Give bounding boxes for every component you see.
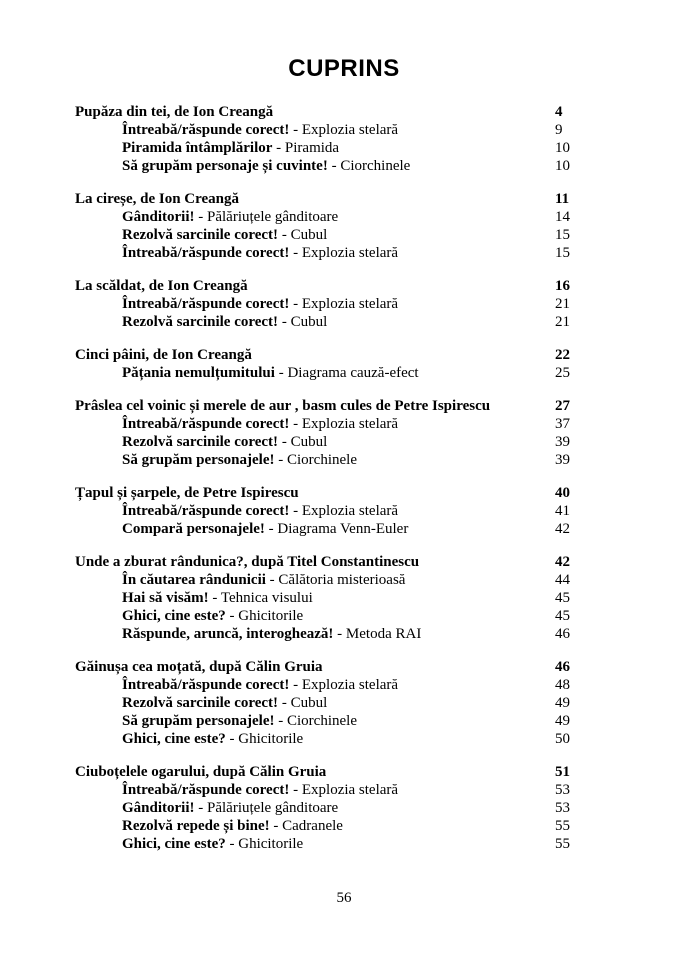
- item-method-label: Călătoria misterioasă: [278, 572, 406, 588]
- item-activity-label: Hai să visăm!: [122, 590, 209, 606]
- toc-section-heading: [75, 346, 688, 364]
- item-activity-label: În căutarea rândunicii: [122, 572, 266, 588]
- toc-item: [75, 415, 688, 433]
- item-separator: -: [289, 296, 302, 312]
- section-page-number: 51: [555, 764, 570, 780]
- item-page-number: 42: [555, 521, 570, 537]
- toc-section-heading: [75, 103, 688, 121]
- toc-item-text: [75, 244, 555, 262]
- toc-item: [75, 781, 688, 799]
- toc-section: [75, 484, 688, 538]
- toc-section-heading: [75, 553, 688, 571]
- item-separator: -: [274, 452, 287, 468]
- toc-item: [75, 676, 688, 694]
- item-page-number: 45: [555, 590, 570, 606]
- toc-item: [75, 730, 688, 748]
- item-separator: -: [289, 245, 302, 261]
- toc-item-text: [75, 520, 555, 538]
- item-method-label: Ciorchinele: [287, 452, 357, 468]
- item-activity-label: Răspunde, aruncă, interoghează!: [122, 626, 334, 642]
- toc-item: [75, 226, 688, 244]
- toc-item-text: [75, 295, 555, 313]
- toc-item-text: [75, 817, 555, 835]
- toc-item-text: [75, 799, 555, 817]
- toc-item-text: [75, 607, 555, 625]
- item-separator: -: [194, 209, 208, 225]
- item-method-label: Cubul: [290, 695, 328, 711]
- footer-page-number: 56: [336, 890, 352, 906]
- toc-item: [75, 121, 688, 139]
- toc-list: [75, 103, 688, 853]
- toc-section-heading: [75, 484, 688, 502]
- item-page-number: 41: [555, 503, 570, 519]
- item-activity-label: Piramida întâmplărilor: [122, 140, 273, 156]
- toc-section: [75, 763, 688, 853]
- item-method-label: Metoda RAI: [345, 626, 422, 642]
- item-method-label: Explozia stelară: [301, 677, 399, 693]
- toc-item-text: [75, 451, 555, 469]
- item-activity-label: Să grupăm personajele!: [122, 713, 275, 729]
- item-page-number: 9: [555, 122, 563, 138]
- item-separator: -: [208, 590, 221, 606]
- item-page-number: 10: [555, 158, 570, 174]
- item-activity-label: Ghici, cine este?: [122, 836, 226, 852]
- toc-item: [75, 433, 688, 451]
- section-page-number: 27: [555, 398, 570, 414]
- item-activity-label: Rezolvă sarcinile corect!: [122, 227, 279, 243]
- toc-section: [75, 103, 688, 175]
- item-method-label: Ciorchinele: [340, 158, 411, 174]
- item-method-label: Diagrama Venn-Euler: [277, 521, 409, 537]
- toc-section: [75, 553, 688, 643]
- toc-section: [75, 658, 688, 748]
- item-method-label: Cubul: [290, 227, 328, 243]
- item-page-number: 45: [555, 608, 570, 624]
- toc-item: [75, 712, 688, 730]
- item-activity-label: Întreabă/răspunde corect!: [122, 245, 290, 261]
- toc-item: [75, 625, 688, 643]
- toc-section-heading: [75, 397, 688, 415]
- item-separator: -: [289, 416, 302, 432]
- section-title: La scăldat, de Ion Creangă: [75, 278, 248, 294]
- toc-item-text: [75, 313, 555, 331]
- section-title: Prâslea cel voinic și merele de aur , basm cules de Petre Ispirescu: [75, 398, 491, 414]
- toc-item: [75, 607, 688, 625]
- item-activity-label: Întreabă/răspunde corect!: [122, 782, 290, 798]
- item-activity-label: Pățania nemulțumitului: [122, 365, 275, 381]
- item-page-number: 44: [555, 572, 570, 588]
- item-page-number: 15: [555, 245, 570, 261]
- toc-item-text: [75, 139, 555, 157]
- section-title: Cinci pâini, de Ion Creangă: [75, 347, 252, 363]
- item-separator: -: [225, 836, 239, 852]
- item-page-number: 39: [555, 452, 570, 468]
- item-method-label: Explozia stelară: [301, 122, 399, 138]
- toc-section: [75, 397, 688, 469]
- toc-section: [75, 346, 688, 382]
- item-separator: -: [333, 626, 346, 642]
- toc-item-text: [75, 121, 555, 139]
- section-title: Unde a zburat rândunica?, după Titel Constantinescu: [75, 554, 420, 570]
- section-title: Ciuboțelele ogarului, după Călin Gruia: [75, 764, 327, 780]
- section-page-number: 4: [555, 104, 563, 120]
- item-page-number: 21: [555, 314, 570, 330]
- item-activity-label: Rezolvă sarcinile corect!: [122, 314, 279, 330]
- item-page-number: 48: [555, 677, 570, 693]
- toc-section-heading: [75, 190, 688, 208]
- item-separator: -: [269, 818, 283, 834]
- item-page-number: 53: [555, 800, 570, 816]
- toc-section: [75, 277, 688, 331]
- toc-item-text: [75, 208, 555, 226]
- item-separator: -: [225, 608, 239, 624]
- toc-item-text: [75, 712, 555, 730]
- item-method-label: Tehnica visului: [220, 590, 313, 606]
- item-separator: -: [274, 365, 288, 381]
- toc-item-text: [75, 502, 555, 520]
- toc-item-text: [75, 625, 555, 643]
- section-page-number: 16: [555, 278, 570, 294]
- item-separator: -: [289, 122, 302, 138]
- toc-item: [75, 817, 688, 835]
- toc-item-text: [75, 226, 555, 244]
- toc-item-text: [75, 781, 555, 799]
- toc-item: [75, 244, 688, 262]
- section-page-number: 46: [555, 659, 570, 675]
- item-page-number: 49: [555, 713, 570, 729]
- item-activity-label: Întreabă/răspunde corect!: [122, 677, 290, 693]
- toc-item-text: [75, 694, 555, 712]
- item-method-label: Cubul: [290, 434, 328, 450]
- item-method-label: Explozia stelară: [301, 296, 399, 312]
- item-page-number: 53: [555, 782, 570, 798]
- item-method-label: Diagrama cauză-efect: [287, 365, 419, 381]
- toc-item: [75, 364, 688, 382]
- item-separator: -: [264, 521, 278, 537]
- toc-item: [75, 313, 688, 331]
- section-title: La cireșe, de Ion Creangă: [75, 191, 240, 207]
- toc-section-heading: [75, 763, 688, 781]
- toc-item: [75, 502, 688, 520]
- item-separator: -: [272, 140, 285, 156]
- item-method-label: Pălăriuțele gânditoare: [207, 800, 339, 816]
- item-page-number: 46: [555, 626, 570, 642]
- page-title: CUPRINS: [288, 55, 400, 82]
- toc-item: [75, 571, 688, 589]
- item-activity-label: Ghici, cine este?: [122, 608, 226, 624]
- toc-item: [75, 799, 688, 817]
- item-activity-label: Să grupăm personaje și cuvinte!: [122, 158, 328, 174]
- item-separator: -: [278, 314, 291, 330]
- item-page-number: 55: [555, 836, 570, 852]
- toc-item: [75, 520, 688, 538]
- toc-item: [75, 208, 688, 226]
- item-method-label: Explozia stelară: [301, 503, 399, 519]
- item-page-number: 49: [555, 695, 570, 711]
- item-page-number: 14: [555, 209, 570, 225]
- toc-item-text: [75, 835, 555, 853]
- item-separator: -: [225, 731, 239, 747]
- item-page-number: 10: [555, 140, 570, 156]
- section-title: Pupăza din tei, de Ion Creangă: [75, 104, 274, 120]
- section-title: Țapul și șarpele, de Petre Ispirescu: [75, 485, 299, 501]
- section-page-number: 42: [555, 554, 570, 570]
- item-method-label: Piramida: [284, 140, 340, 156]
- item-separator: -: [278, 434, 291, 450]
- item-page-number: 37: [555, 416, 570, 432]
- item-page-number: 39: [555, 434, 570, 450]
- toc-item: [75, 835, 688, 853]
- item-method-label: Explozia stelară: [301, 245, 399, 261]
- toc-item: [75, 589, 688, 607]
- item-activity-label: Întreabă/răspunde corect!: [122, 503, 290, 519]
- item-page-number: 25: [555, 365, 570, 381]
- item-page-number: 15: [555, 227, 570, 243]
- section-page-number: 22: [555, 347, 570, 363]
- item-activity-label: Gânditorii!: [122, 800, 195, 816]
- item-separator: -: [274, 713, 287, 729]
- item-method-label: Ghicitorile: [238, 608, 304, 624]
- item-separator: -: [194, 800, 208, 816]
- toc-item: [75, 694, 688, 712]
- section-page-number: 11: [555, 191, 570, 207]
- item-method-label: Explozia stelară: [301, 782, 399, 798]
- toc-item-text: [75, 571, 555, 589]
- toc-section: [75, 190, 688, 262]
- item-page-number: 21: [555, 296, 570, 312]
- toc-item: [75, 451, 688, 469]
- toc-section-heading: [75, 277, 688, 295]
- item-separator: -: [289, 782, 302, 798]
- toc-item-text: [75, 730, 555, 748]
- item-page-number: 55: [555, 818, 570, 834]
- item-activity-label: Rezolvă sarcinile corect!: [122, 695, 279, 711]
- toc-item-text: [75, 157, 555, 175]
- section-title: Găinușa cea moțată, după Călin Gruia: [75, 659, 323, 675]
- item-activity-label: Întreabă/răspunde corect!: [122, 416, 290, 432]
- item-separator: -: [278, 227, 291, 243]
- toc-item-text: [75, 415, 555, 433]
- item-activity-label: Compară personajele!: [122, 521, 265, 537]
- item-activity-label: Rezolvă sarcinile corect!: [122, 434, 279, 450]
- item-separator: -: [327, 158, 341, 174]
- item-method-label: Pălăriuțele gânditoare: [207, 209, 339, 225]
- toc-item-text: [75, 433, 555, 451]
- item-separator: -: [289, 677, 302, 693]
- item-activity-label: Întreabă/răspunde corect!: [122, 122, 290, 138]
- item-method-label: Ghicitorile: [238, 836, 304, 852]
- item-activity-label: Gânditorii!: [122, 209, 195, 225]
- item-method-label: Cadranele: [282, 818, 343, 834]
- item-separator: -: [289, 503, 302, 519]
- toc-item-text: [75, 589, 555, 607]
- toc-item-text: [75, 364, 555, 382]
- item-separator: -: [278, 695, 291, 711]
- toc-section-heading: [75, 658, 688, 676]
- item-page-number: 50: [555, 731, 570, 747]
- item-activity-label: Rezolvă repede și bine!: [122, 818, 270, 834]
- item-activity-label: Întreabă/răspunde corect!: [122, 296, 290, 312]
- item-method-label: Ciorchinele: [287, 713, 357, 729]
- item-activity-label: Ghici, cine este?: [122, 731, 226, 747]
- toc-item-text: [75, 676, 555, 694]
- item-method-label: Explozia stelară: [301, 416, 399, 432]
- section-page-number: 40: [555, 485, 570, 501]
- item-method-label: Ghicitorile: [238, 731, 304, 747]
- item-separator: -: [265, 572, 279, 588]
- item-activity-label: Să grupăm personajele!: [122, 452, 275, 468]
- toc-item: [75, 139, 688, 157]
- item-method-label: Cubul: [290, 314, 328, 330]
- toc-item: [75, 157, 688, 175]
- toc-item: [75, 295, 688, 313]
